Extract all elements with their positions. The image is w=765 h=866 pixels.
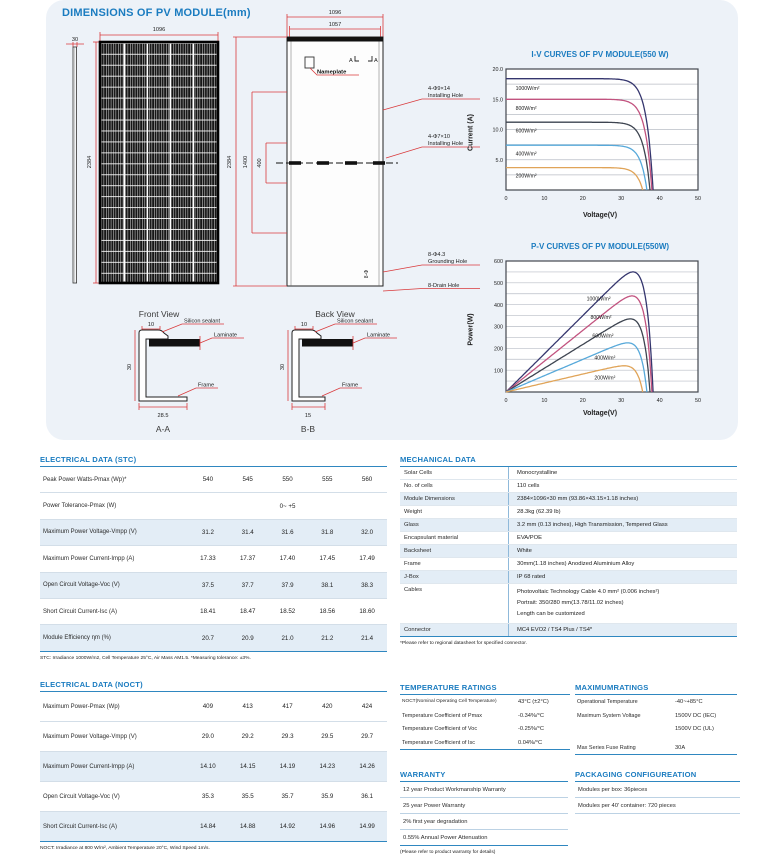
svg-text:Frame: Frame: [342, 382, 359, 389]
table-row: NOCT(Nominal Operating Cell Temperature) 43°C (±2°C): [402, 698, 549, 705]
maximum-ratings-section: [575, 683, 737, 755]
svg-text:200: 200: [494, 346, 503, 353]
svg-text:10: 10: [541, 398, 548, 404]
temperature-ratings-section: [400, 683, 570, 750]
table-row: Peak Power Watts-Pmax (Wp)* 540 545 550 555 560: [40, 467, 387, 493]
svg-text:Silicon sealant: Silicon sealant: [337, 318, 374, 325]
svg-text:100: 100: [494, 368, 503, 375]
maximum-ratings-title: MAXIMUMRATINGS: [575, 683, 649, 692]
back-view-caption: Back View: [315, 309, 355, 319]
list-item: 25 year Power Warranty: [400, 798, 568, 814]
table-row: 1500V DC (UL): [675, 726, 714, 733]
svg-text:30: 30: [618, 196, 625, 202]
svg-text:1000W/m²: 1000W/m²: [515, 86, 540, 93]
svg-text:4-Φ7×10: 4-Φ7×10: [428, 134, 451, 140]
svg-text:500: 500: [494, 281, 503, 288]
nameplate-label: Nameplate: [317, 69, 347, 76]
list-item: Modules per box: 36pieces: [575, 782, 740, 798]
warranty-title: WARRANTY: [400, 770, 446, 779]
section-aa: [127, 319, 244, 435]
front-height-dim: 2384: [87, 155, 93, 169]
svg-text:10: 10: [541, 196, 548, 202]
svg-text:Installing Hole: Installing Hole: [428, 93, 464, 99]
svg-text:0: 0: [504, 398, 508, 404]
noct-footnote: NOCT: Irradiance at 800 W/m², Ambient Temperature 20°C, Wind Speed 1m/s.: [40, 846, 210, 851]
svg-text:Grounding Hole: Grounding Hole: [428, 259, 468, 265]
warranty-footnote: (Please refer to product warranty for details): [400, 850, 496, 855]
table-row: Maximum Power-Pmax (Wp) 409 413 417 420 424: [40, 692, 387, 722]
svg-text:8-Drain Hole: 8-Drain Hole: [428, 283, 460, 289]
mechanical-title: MECHANICAL DATA: [400, 455, 476, 464]
back-view: [227, 10, 480, 319]
svg-text:20: 20: [579, 196, 586, 202]
stc-footnote: STC: Irradiance 1000W/m2, Cell Temperature 25°C, Air Mass AM1.5. *Measuring tolerance: ±3%.: [40, 655, 251, 661]
panel-title: DIMENSIONS OF PV MODULE(mm): [62, 7, 251, 19]
mechanical-footnote: *Please refer to regional datasheet for specified connector.: [400, 641, 527, 646]
svg-text:8-Φ4.3: 8-Φ4.3: [428, 252, 446, 258]
svg-text:40: 40: [656, 196, 663, 202]
svg-text:50: 50: [695, 398, 701, 404]
mechanical-data-section: [400, 455, 737, 646]
svg-text:5.0: 5.0: [495, 157, 503, 164]
svg-text:30: 30: [280, 363, 286, 371]
svg-text:10: 10: [300, 322, 308, 328]
pv-xaxis-label: Voltage(V): [582, 410, 618, 417]
section-bb: [280, 319, 397, 435]
table-row: Solar Cells Monocrystalline: [400, 467, 737, 480]
svg-text:800W/m²: 800W/m²: [515, 106, 537, 113]
svg-text:600: 600: [494, 259, 503, 266]
table-row: No. of cells 110 cells: [400, 480, 737, 493]
svg-text:40: 40: [656, 398, 663, 404]
warranty-section: [400, 770, 568, 855]
pv-curves-chart: [484, 256, 708, 408]
list-item: 0.55% Annual Power Attenuation: [400, 830, 568, 846]
table-row: Temperature Coefficient of Voc -0.25%/°C: [402, 726, 544, 733]
table-row: Connector MC4 EVO2 / TS4 Plus / TS4*: [400, 624, 737, 637]
list-item: 12 year Product Workmanship Warranty: [400, 782, 568, 798]
stc-title: ELECTRICAL DATA (STC): [40, 455, 137, 464]
section-mark-a-right: A: [374, 58, 378, 64]
electrical-stc-section: [40, 455, 387, 661]
svg-text:B-B: B-B: [300, 424, 316, 434]
table-row: Temperature Coefficient of Isc 0.04%/°C: [400, 736, 570, 750]
packaging-section: [575, 770, 740, 814]
packaging-title: PACKAGING CONFIGUREATION: [575, 770, 697, 779]
svg-text:200W/m²: 200W/m²: [515, 173, 537, 180]
svg-text:20: 20: [579, 398, 586, 404]
back-height-dim: 2384: [227, 155, 233, 169]
svg-text:Laminate: Laminate: [214, 332, 238, 339]
svg-text:600W/m²: 600W/m²: [592, 333, 614, 340]
svg-text:Laminate: Laminate: [367, 332, 391, 339]
table-row: Backsheet White: [400, 545, 737, 558]
back-outer-width-dim: 1096: [328, 10, 342, 16]
pv-yaxis-label: Power(W): [467, 313, 475, 346]
side-thickness-dim: 30: [71, 37, 79, 43]
svg-text:10: 10: [147, 322, 155, 328]
svg-text:20.0: 20.0: [492, 67, 503, 74]
table-row: Maximum System Voltage 1500V DC (IEC): [577, 712, 717, 719]
iv-curves-chart: [484, 64, 708, 206]
svg-text:Installing Hole: Installing Hole: [428, 141, 464, 147]
table-row: Operational Temperature -40~+85°C: [577, 698, 703, 705]
front-view: [87, 27, 218, 319]
section-mark-a-left: A: [349, 58, 353, 64]
svg-text:600W/m²: 600W/m²: [515, 128, 537, 135]
drain-hole-callout: [383, 283, 480, 291]
electrical-noct-section: [40, 680, 387, 851]
front-view-caption: Front View: [138, 309, 180, 319]
svg-text:400W/m²: 400W/m²: [594, 355, 616, 362]
svg-text:0: 0: [504, 196, 508, 202]
back-mid-dim: 1400: [243, 155, 249, 169]
table-row: Open Circuit Voltage-Voc (V) 35.3 35.5 35.7 35.9 36.1: [40, 782, 387, 812]
table-row: Temperature Coefficient of Pmax -0.34%/°C: [402, 712, 544, 719]
svg-text:Frame: Frame: [198, 382, 215, 389]
table-row: Cables Photovoltaic Technology Cable 4.0 mm² (0.006 inches²) Portrait: 350/280 mm(13.78/11.02 inches) Length can be customized: [400, 584, 737, 624]
table-row: Module Dimensions 2384×1096×30 mm (93.86×43.15×1.18 inches): [400, 493, 737, 506]
svg-text:800W/m²: 800W/m²: [590, 314, 612, 321]
dimensions-panel: [46, 0, 738, 440]
svg-text:200W/m²: 200W/m²: [594, 375, 616, 382]
svg-text:30: 30: [127, 363, 133, 371]
svg-text:A-A: A-A: [155, 424, 171, 434]
back-small-dim: 400: [257, 158, 263, 168]
svg-text:15.0: 15.0: [492, 97, 503, 104]
table-row: Max Series Fuse Rating 30A: [575, 741, 737, 755]
front-width-dim: 1096: [152, 27, 166, 33]
table-row: Maximum Power Voltage-Vmpp (V) 29.0 29.2 29.3 29.5 29.7: [40, 722, 387, 752]
svg-text:10.0: 10.0: [492, 127, 503, 134]
table-row: Short Circuit Current-Isc (A) 18.41 18.47 18.52 18.56 18.60: [40, 599, 387, 625]
table-row: Encapsulant material EVA/POE: [400, 532, 737, 545]
table-row: J-Box IP 68 rated: [400, 571, 737, 584]
svg-text:28.5: 28.5: [157, 413, 169, 419]
iv-yaxis-label: Current (A): [467, 114, 475, 151]
installing-hole-2-callout: [386, 134, 480, 158]
table-row: Short Circuit Current-Isc (A) 14.84 14.88 14.92 14.96 14.99: [40, 812, 387, 842]
side-profile-view: [66, 37, 84, 283]
iv-chart-title: I-V CURVES OF PV MODULE(550 W): [531, 50, 669, 59]
svg-text:4-Φ9×14: 4-Φ9×14: [428, 86, 451, 92]
table-row: Power Tolerance-Pmax (W) 0~ +5: [40, 493, 387, 519]
iv-xaxis-label: Voltage(V): [582, 212, 618, 219]
table-row: Maximum Power Current-Impp (A) 14.10 14.15 14.19 14.23 14.26: [40, 752, 387, 782]
svg-text:50: 50: [695, 196, 701, 202]
installing-hole-1-callout: [383, 86, 480, 110]
drain-mark: 8-Φ: [364, 269, 370, 279]
table-row: Glass 3.2 mm (0.13 inches), High Transmission, Tempered Glass: [400, 519, 737, 532]
list-item: Modules per 40' container: 720 pieces: [575, 798, 740, 814]
temperature-ratings-title: TEMPERATURE RATINGS: [400, 683, 497, 692]
noct-title: ELECTRICAL DATA (NOCT): [40, 680, 143, 689]
table-row: Open Circuit Voltage-Voc (V) 37.5 37.7 37.9 38.1 38.3: [40, 573, 387, 599]
table-row: Module Efficiency ηm (%) 20.7 20.9 21.0 21.2 21.4: [40, 625, 387, 651]
grounding-hole-callout: [383, 252, 480, 272]
svg-text:1000W/m²: 1000W/m²: [586, 296, 611, 303]
table-row: Weight 28.3kg (62.39 lb): [400, 506, 737, 519]
svg-text:30: 30: [618, 398, 625, 404]
pv-chart-title: P-V CURVES OF PV MODULE(550W): [530, 242, 670, 251]
back-inner-width-dim: 1057: [328, 22, 342, 28]
table-row: Maximum Power Current-Impp (A) 17.33 17.37 17.40 17.45 17.49: [40, 546, 387, 572]
list-item: 2% first year degradation: [400, 814, 568, 830]
table-row: Frame 30mm(1.18 inches) Anodized Aluminium Alloy: [400, 558, 737, 571]
svg-text:300: 300: [494, 324, 503, 331]
svg-text:15: 15: [304, 413, 312, 419]
svg-text:400W/m²: 400W/m²: [515, 151, 537, 158]
dimension-drawings: [46, 0, 480, 440]
svg-text:400: 400: [494, 302, 503, 309]
table-row: Maximum Power Voltage-Vmpp (V) 31.2 31.4 31.6 31.8 32.0: [40, 520, 387, 546]
svg-text:Silicon sealant: Silicon sealant: [184, 318, 221, 325]
